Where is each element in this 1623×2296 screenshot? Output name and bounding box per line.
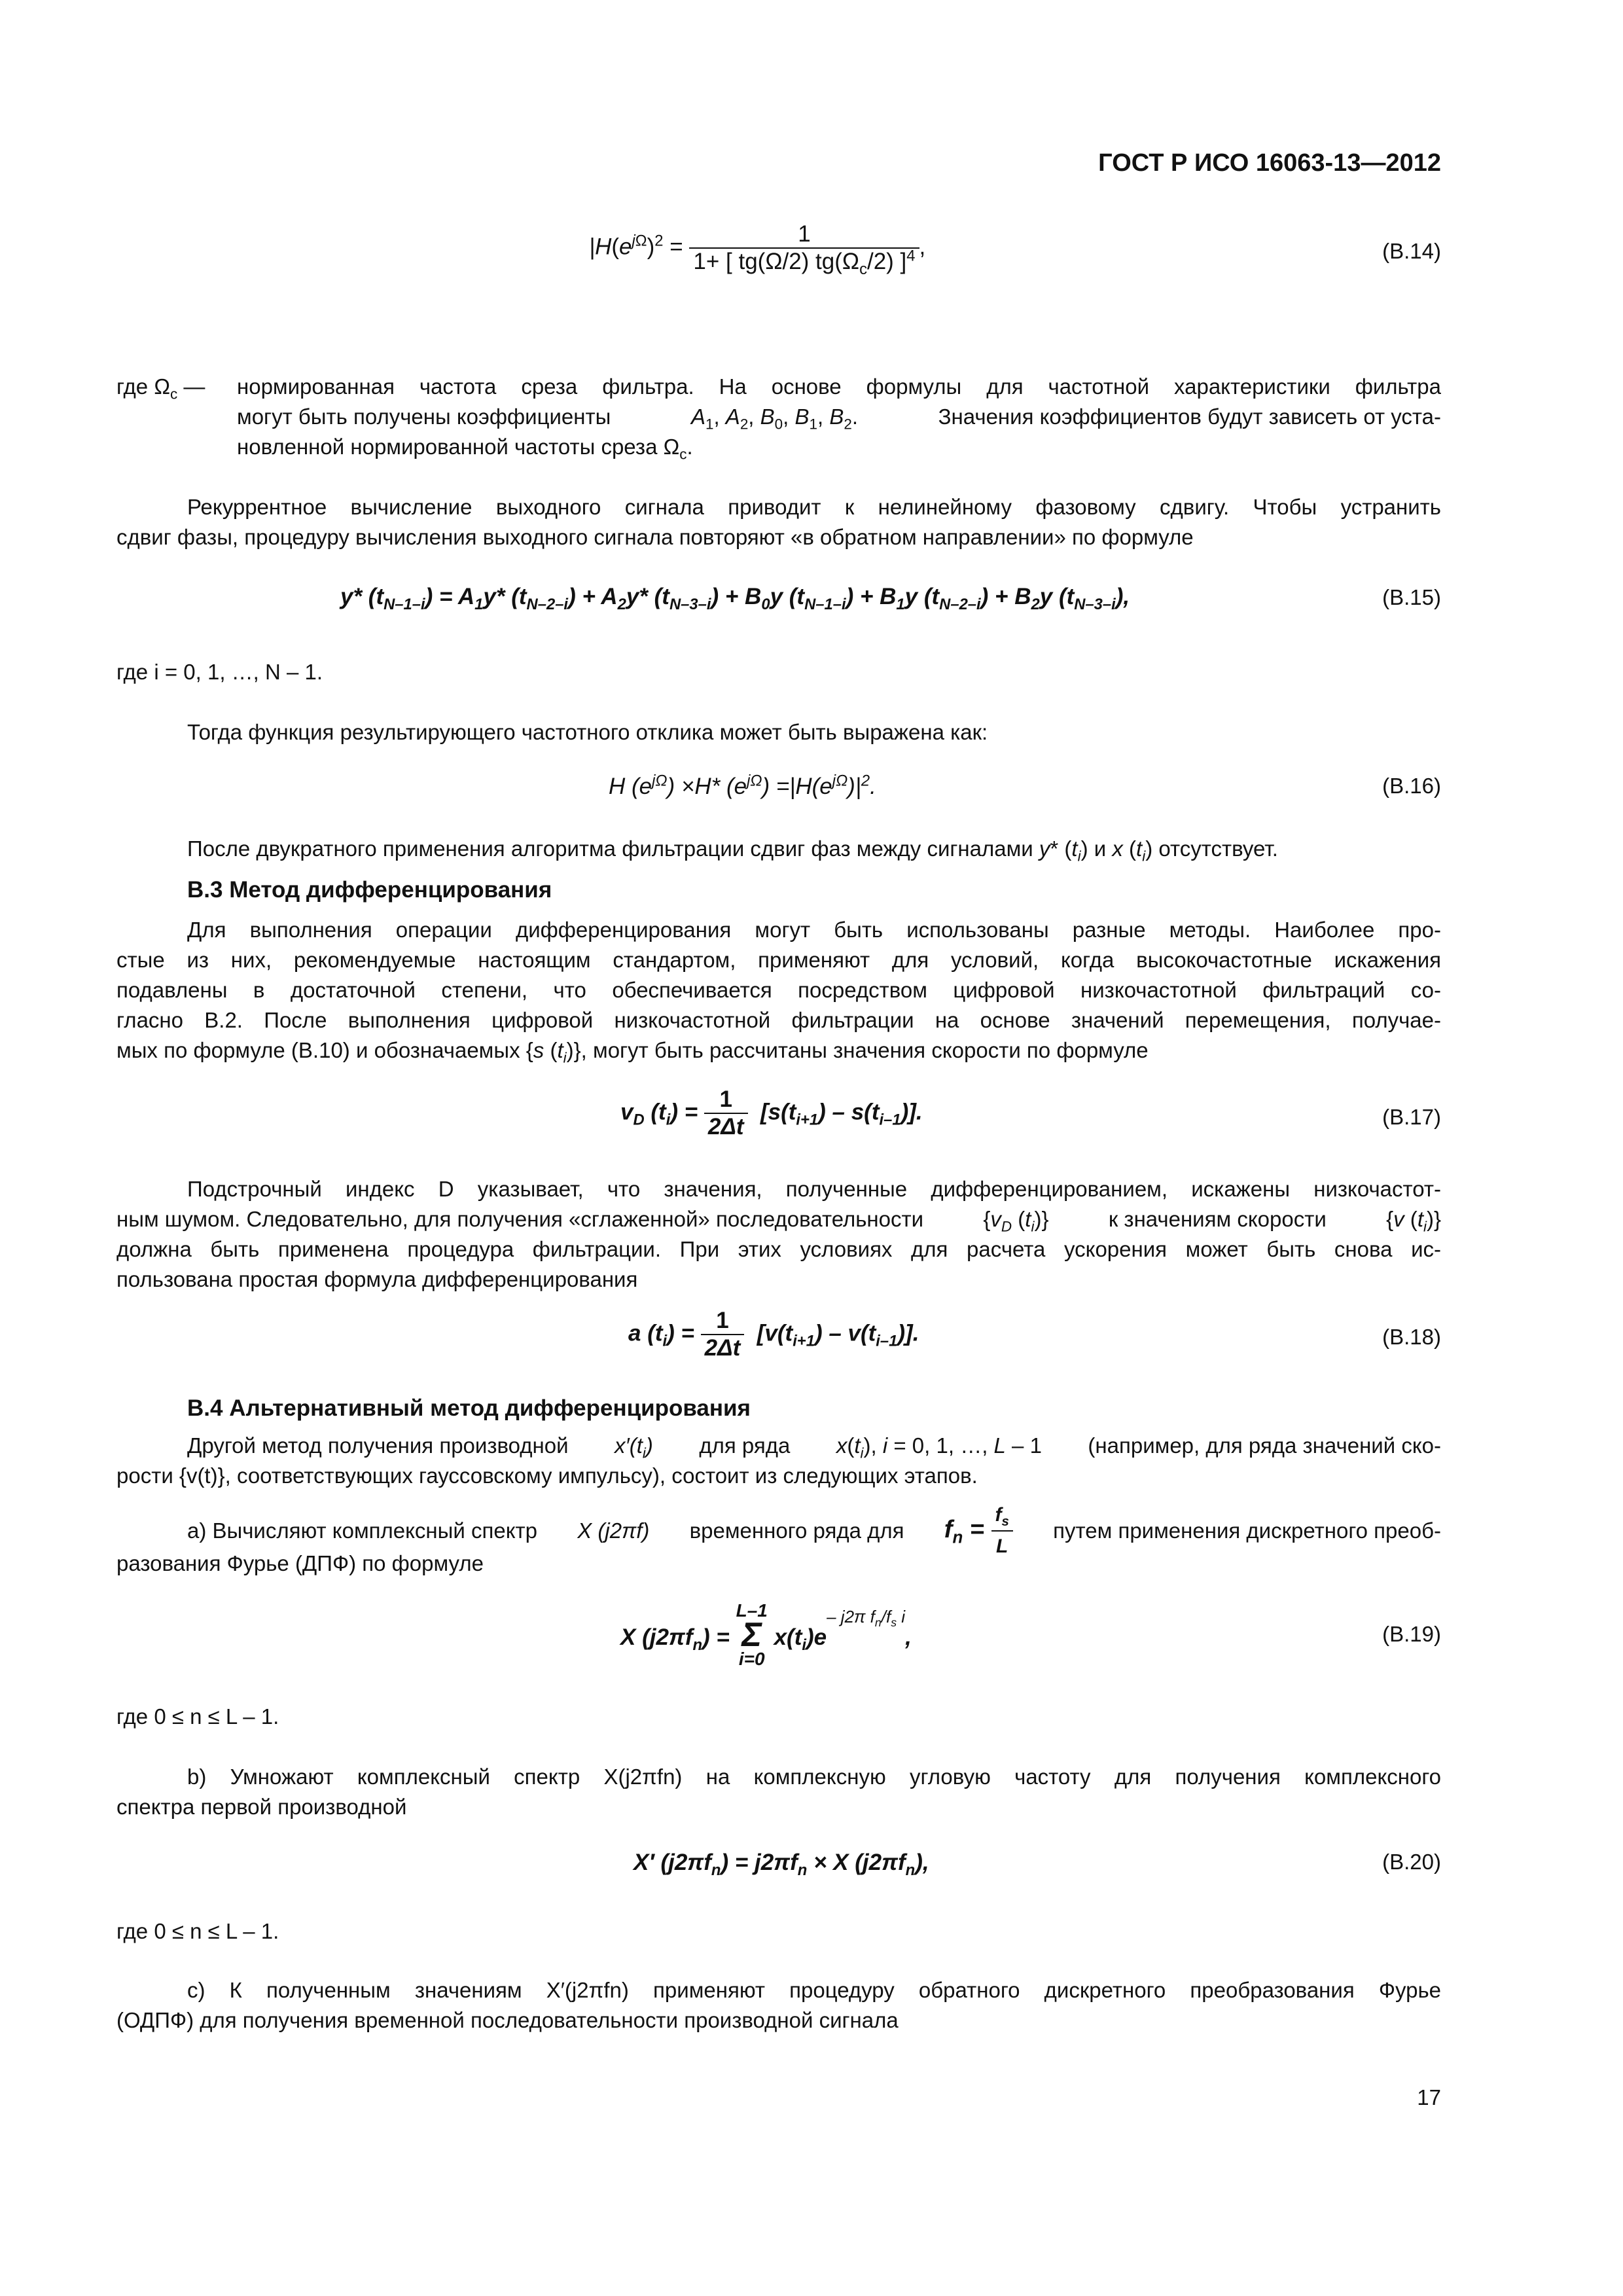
fn-definition: $f_n$ = $\frac{f_s}{L}$ (944, 1500, 1013, 1562)
b4-b-line2: спектра первой производной (116, 1795, 407, 1819)
b3-p1-line5-b: могут быть рассчитаны значения скорости по формуле (593, 1038, 1149, 1062)
b3-p1-line5: мых по формуле (В.10) и обозначаемых {s $(t_i)$}, могут быть рассчитаны значения скорости по формуле (116, 1038, 1149, 1066)
equation-number-b14: (В.14) (1382, 239, 1441, 263)
series-range: $x(t_i)$, i = 0, 1, …, L – 1 (836, 1433, 1042, 1462)
b4-a-line1-b: временного ряда для (689, 1518, 904, 1543)
equation-number-b16: (В.16) (1382, 774, 1441, 798)
b4-p1-line2: рости {v(t)}, соответствующих гауссовскому импульсу), состоит из следующих этапов. (116, 1463, 978, 1488)
where-omega-line2-b: Значения коэффициентов будут зависеть от уста- (938, 404, 1441, 429)
where-omega-line1: нормированная частота среза фильтра. На основе формулы для частотной характеристики фильтра (237, 374, 1441, 399)
b4-p1-line1-a: Другой метод получения производной (187, 1433, 569, 1458)
equation-number-b18: (В.18) (1382, 1325, 1441, 1349)
after-double-b: отсутствует. (1158, 836, 1278, 861)
recursive-line2: сдвиг фазы, процедуру вычисления выходного сигнала повторяют «в обратном направлении» по формуле (116, 525, 1194, 549)
recursive-line1: Рекуррентное вычисление выходного сигнала приводит к нелинейному фазовому сдвигу. Чтобы устранить (187, 495, 1441, 519)
b3-p1-line5-a: мых по формуле (В.10) и обозначаемых (116, 1038, 520, 1062)
b3-p2-line3: должна быть применена процедура фильтрации. При этих условиях для расчета ускорения может быть снова ис- (116, 1237, 1441, 1261)
b3-p1-line1: Для выполнения операции дифференцирования могут быть использованы разные методы. Наиболее про- (187, 918, 1441, 942)
section-b4-heading: В.4 Альтернативный метод дифференцирования (187, 1395, 751, 1421)
b3-p1-line2: стые из них, рекомендуемые настоящим стандартом, применяют для условий, когда высокочастотные искажения (116, 948, 1441, 972)
vd-sequence: {$v_D$ $(t_i)$} (983, 1207, 1049, 1235)
equation-number-b20: (В.20) (1382, 1850, 1441, 1874)
b3-p2-line2-a: ным шумом. Следовательно, для получения «сглаженной» последовательности (116, 1207, 924, 1231)
b4-a-line1-a: a) Вычисляют комплексный спектр (187, 1518, 537, 1543)
equation-number-b19: (В.19) (1382, 1622, 1441, 1646)
b4-a-line1-c: путем применения дискретного преоб- (1053, 1518, 1441, 1543)
where-omega-line3-text: новленной нормированной частоты среза (237, 435, 658, 459)
x-prime: $x'(t_i)$ (615, 1433, 653, 1462)
where-omega-line3: новленной нормированной частоты среза $\Omega_c$. (237, 435, 693, 463)
where-i: где i = 0, 1, …, N – 1. (116, 660, 323, 684)
where-omega-line2-a: могут быть получены коэффициенты (237, 404, 611, 429)
coefficients-list: $A_1$, $A_2$, $B_0$, $B_1$, $B_2$. (690, 404, 858, 433)
x-spectrum: X (j2πf) (577, 1518, 650, 1543)
where-n-2: где 0 ≤ n ≤ L – 1. (116, 1919, 279, 1943)
equation-b14: $|H(e^{j\Omega})^2$ = $\frac{1}{1+ [ tg(\Omega/2) tg(\Omega_c/2) ]^4}$ , (589, 221, 926, 278)
then-text: Тогда функция результирующего частотного отклика может быть выражена как: (187, 720, 988, 744)
equation-number-b17: (В.17) (1382, 1105, 1441, 1129)
b4-a-line2: разования Фурье (ДПФ) по формуле (116, 1551, 484, 1575)
equation-b20: X′ $(j2\pi f_n) = j2\pi f_n \times X$ $(j2\pi f_n)$, (633, 1850, 929, 1879)
b4-c-line1: c) К полученным значениям X′(j2πfn) применяют процедуру обратного дискретного преобразования Фурье (187, 1978, 1441, 2002)
b3-p2-line1: Подстрочный индекс D указывает, что значения, полученные дифференцированием, искажены низкочастот- (187, 1177, 1441, 1201)
equation-b15: y* $(t_{N-1-i}) = A_1y*$ $(t_{N-2-i}) + A_2y*$ $(t_{N-3-i}) + B_0y$ $(t_{N-1-i}) + B_1y$ $(t_{N-2-i}) + B_2y$ $(t_{N-3-i})$, (340, 584, 1130, 613)
page-number: 17 (1417, 2085, 1441, 2109)
b4-p1-line1 (187, 1431, 1441, 1461)
equation-b17: $v_D$ $(t_i)$ = $\frac{1}{2\Delta t}$ $[s(t_{i+1}) - s(t_{i-1})]$. (620, 1086, 923, 1139)
b4-b-line1: b) Умножают комплексный спектр X(j2πfn) на комплексную угловую частоту для получения комплексного (187, 1765, 1441, 1789)
b3-p1-line4: гласно В.2. После выполнения цифровой низкочастотной фильтрации на основе значений перемещения, получае- (116, 1008, 1441, 1032)
equation-b16: H $(e^{j\Omega}) \times H*$ $(e^{j\Omega}) =|H(e^{j\Omega})|^2$. (609, 772, 876, 799)
b4-c-line2: (ОДПФ) для получения временной последовательности производной сигнала (116, 2008, 899, 2032)
equation-b18: a $(t_i)$ = $\frac{1}{2\Delta t}$ $[v(t_{i+1}) - v(t_{i-1})]$. (628, 1308, 919, 1361)
v-sequence: {v $(t_i)$} (1386, 1207, 1441, 1235)
b3-p2-line2-b: к значениям скорости (1108, 1207, 1327, 1231)
b4-p1-line1-c: (например, для ряда значений ско- (1088, 1433, 1441, 1458)
after-double-a: После двукратного применения алгоритма фильтрации сдвиг фаз между сигналами (187, 836, 1033, 861)
equation-number-b15: (В.15) (1382, 585, 1441, 609)
b3-p2-line4: пользована простая формула дифференцирования (116, 1267, 638, 1291)
b3-p1-line3: подавлены в достаточной степени, что обеспечивается посредством цифровой низкочастотной фильтраций со- (116, 978, 1441, 1002)
b3-p2-line2 (116, 1204, 1441, 1234)
where-omega-label: где $\Omega_c$ — (116, 374, 205, 403)
b4-p1-line1-b: для ряда (699, 1433, 791, 1458)
document-header: ГОСТ Р ИСО 16063-13—2012 (1098, 149, 1441, 177)
section-b3-heading: В.3 Метод дифференцирования (187, 877, 552, 903)
after-double-text: После двукратного применения алгоритма фильтрации сдвиг фаз между сигналами y* $(t_i)$ и x $(t_i)$ отсутствует. (187, 836, 1278, 865)
equation-b19: X $(j2\pi f_n) = L-1$ Σ i=0 $x(t_i)e-$ j2π $f_n/f_s$ i, (620, 1600, 912, 1669)
where-n-1: где 0 ≤ n ≤ L – 1. (116, 1704, 279, 1729)
where-omega-line2 (237, 402, 1441, 432)
